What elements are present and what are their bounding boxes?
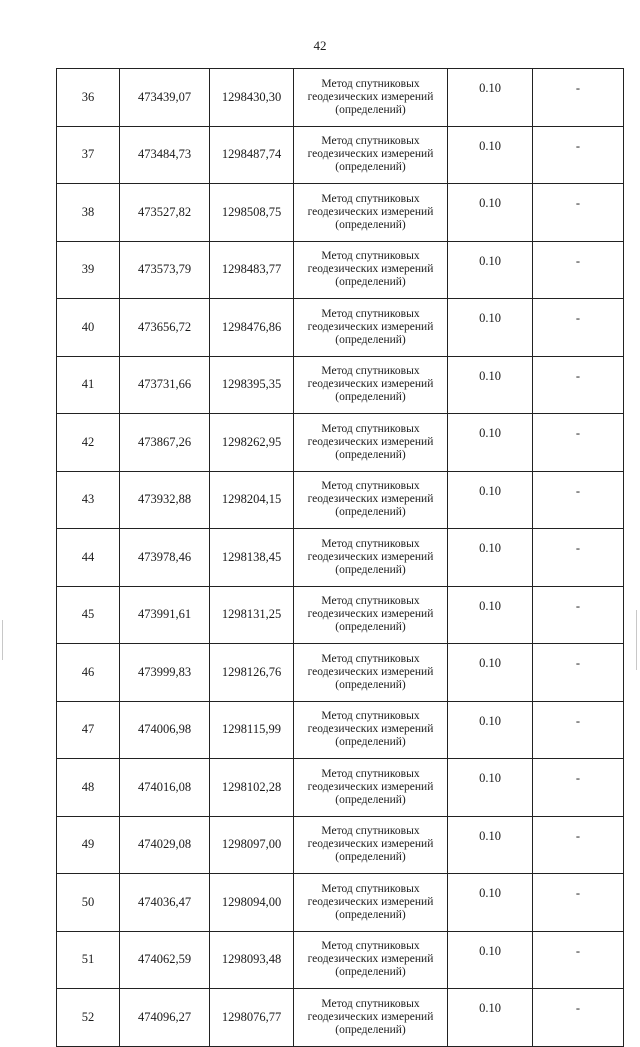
method-text-line: (определений) [335, 736, 406, 749]
table-row [57, 356, 624, 414]
note-cell: - [533, 586, 624, 644]
method-text-line: (определений) [335, 161, 406, 174]
point-number-cell: 37 [57, 126, 120, 184]
method-text-line: Метод спутниковых [321, 250, 420, 263]
method-text-line: геодезических измерений [307, 320, 434, 333]
method-cell [294, 816, 448, 874]
method-text-line: Метод спутниковых [321, 767, 420, 780]
scan-edge-mark [636, 610, 637, 670]
method-text-line: (определений) [335, 391, 406, 404]
note-cell: - [533, 356, 624, 414]
x-coordinate-cell: 474016,08 [120, 759, 210, 817]
note-cell: - [533, 759, 624, 817]
x-coordinate-cell: 473731,66 [120, 356, 210, 414]
method-text-line: геодезических измерений [307, 90, 434, 103]
method-cell [294, 184, 448, 242]
method-cell [294, 471, 448, 529]
method-text-line: (определений) [335, 506, 406, 519]
table-row [57, 299, 624, 357]
method-text-line: геодезических измерений [307, 550, 434, 563]
y-coordinate-cell: 1298138,45 [210, 529, 294, 587]
method-text-line: геодезических измерений [307, 665, 434, 678]
y-coordinate-cell: 1298430,30 [210, 69, 294, 127]
point-number-cell: 36 [57, 69, 120, 127]
x-coordinate-cell: 473439,07 [120, 69, 210, 127]
point-number-cell: 40 [57, 299, 120, 357]
method-text-line: геодезических измерений [307, 493, 434, 506]
coordinates-table-body [57, 69, 624, 1047]
method-cell [294, 69, 448, 127]
method-text-line: (определений) [335, 218, 406, 231]
method-cell [294, 586, 448, 644]
method-text-line: Метод спутниковых [321, 307, 420, 320]
method-text-line: (определений) [335, 276, 406, 289]
method-text-line: (определений) [335, 793, 406, 806]
method-cell [294, 874, 448, 932]
method-cell [294, 356, 448, 414]
accuracy-cell: 0.10 [448, 241, 533, 299]
method-text-line: Метод спутниковых [321, 652, 420, 665]
method-text-line: геодезических измерений [307, 1010, 434, 1023]
x-coordinate-cell: 473573,79 [120, 241, 210, 299]
method-text-line: геодезических измерений [307, 953, 434, 966]
method-text-line: (определений) [335, 448, 406, 461]
note-cell: - [533, 471, 624, 529]
x-coordinate-cell: 473991,61 [120, 586, 210, 644]
x-coordinate-cell: 473656,72 [120, 299, 210, 357]
accuracy-cell: 0.10 [448, 644, 533, 702]
y-coordinate-cell: 1298094,00 [210, 874, 294, 932]
x-coordinate-cell: 474062,59 [120, 931, 210, 989]
method-text-line: Метод спутниковых [321, 77, 420, 90]
method-cell [294, 241, 448, 299]
point-number-cell: 39 [57, 241, 120, 299]
page-number: 42 [313, 38, 327, 53]
x-coordinate-cell: 473867,26 [120, 414, 210, 472]
x-coordinate-cell: 473484,73 [120, 126, 210, 184]
table-row [57, 529, 624, 587]
accuracy-cell: 0.10 [448, 759, 533, 817]
accuracy-cell: 0.10 [448, 69, 533, 127]
note-cell: - [533, 644, 624, 702]
method-text-line: геодезических измерений [307, 148, 434, 161]
y-coordinate-cell: 1298126,76 [210, 644, 294, 702]
method-text-line: Метод спутниковых [321, 710, 420, 723]
table-row [57, 644, 624, 702]
method-text-line: геодезических измерений [307, 895, 434, 908]
method-cell [294, 529, 448, 587]
method-text-line: геодезических измерений [307, 378, 434, 391]
method-text-line: Метод спутниковых [321, 595, 420, 608]
point-number-cell: 49 [57, 816, 120, 874]
note-cell: - [533, 989, 624, 1047]
method-cell [294, 931, 448, 989]
y-coordinate-cell: 1298483,77 [210, 241, 294, 299]
accuracy-cell: 0.10 [448, 989, 533, 1047]
y-coordinate-cell: 1298204,15 [210, 471, 294, 529]
method-text-line: Метод спутниковых [321, 192, 420, 205]
note-cell: - [533, 816, 624, 874]
x-coordinate-cell: 473932,88 [120, 471, 210, 529]
method-text-line: геодезических измерений [307, 435, 434, 448]
x-coordinate-cell: 474096,27 [120, 989, 210, 1047]
table-row [57, 586, 624, 644]
method-text-line: геодезических измерений [307, 838, 434, 851]
method-text-line: (определений) [335, 851, 406, 864]
method-text-line: геодезических измерений [307, 608, 434, 621]
method-cell [294, 299, 448, 357]
accuracy-cell: 0.10 [448, 356, 533, 414]
method-cell [294, 644, 448, 702]
y-coordinate-cell: 1298395,35 [210, 356, 294, 414]
y-coordinate-cell: 1298076,77 [210, 989, 294, 1047]
method-text-line: геодезических измерений [307, 780, 434, 793]
note-cell: - [533, 414, 624, 472]
accuracy-cell: 0.10 [448, 414, 533, 472]
table-row [57, 126, 624, 184]
method-text-line: (определений) [335, 966, 406, 979]
method-text-line: геодезических измерений [307, 263, 434, 276]
table-row [57, 759, 624, 817]
method-text-line: геодезических измерений [307, 723, 434, 736]
note-cell: - [533, 69, 624, 127]
method-cell [294, 414, 448, 472]
y-coordinate-cell: 1298487,74 [210, 126, 294, 184]
table-row [57, 874, 624, 932]
table-row [57, 701, 624, 759]
note-cell: - [533, 701, 624, 759]
accuracy-cell: 0.10 [448, 586, 533, 644]
accuracy-cell: 0.10 [448, 701, 533, 759]
accuracy-cell: 0.10 [448, 184, 533, 242]
method-cell [294, 989, 448, 1047]
accuracy-cell: 0.10 [448, 126, 533, 184]
accuracy-cell: 0.10 [448, 529, 533, 587]
accuracy-cell: 0.10 [448, 931, 533, 989]
point-number-cell: 38 [57, 184, 120, 242]
accuracy-cell: 0.10 [448, 874, 533, 932]
method-cell [294, 759, 448, 817]
method-text-line: Метод спутниковых [321, 940, 420, 953]
table-row [57, 471, 624, 529]
point-number-cell: 50 [57, 874, 120, 932]
x-coordinate-cell: 473527,82 [120, 184, 210, 242]
note-cell: - [533, 184, 624, 242]
point-number-cell: 52 [57, 989, 120, 1047]
y-coordinate-cell: 1298131,25 [210, 586, 294, 644]
method-text-line: Метод спутниковых [321, 135, 420, 148]
method-text-line: (определений) [335, 333, 406, 346]
point-number-cell: 51 [57, 931, 120, 989]
x-coordinate-cell: 474036,47 [120, 874, 210, 932]
point-number-cell: 45 [57, 586, 120, 644]
point-number-cell: 42 [57, 414, 120, 472]
x-coordinate-cell: 473999,83 [120, 644, 210, 702]
method-text-line: (определений) [335, 621, 406, 634]
y-coordinate-cell: 1298115,99 [210, 701, 294, 759]
method-text-line: (определений) [335, 563, 406, 576]
y-coordinate-cell: 1298102,28 [210, 759, 294, 817]
accuracy-cell: 0.10 [448, 299, 533, 357]
coordinates-table [56, 68, 624, 1047]
y-coordinate-cell: 1298508,75 [210, 184, 294, 242]
table-row [57, 931, 624, 989]
table-row [57, 241, 624, 299]
point-number-cell: 46 [57, 644, 120, 702]
note-cell: - [533, 299, 624, 357]
table-row [57, 184, 624, 242]
y-coordinate-cell: 1298476,86 [210, 299, 294, 357]
table-row [57, 69, 624, 127]
x-coordinate-cell: 474029,08 [120, 816, 210, 874]
accuracy-cell: 0.10 [448, 471, 533, 529]
note-cell: - [533, 874, 624, 932]
method-text-line: геодезических измерений [307, 205, 434, 218]
x-coordinate-cell: 474006,98 [120, 701, 210, 759]
y-coordinate-cell: 1298262,95 [210, 414, 294, 472]
point-number-cell: 48 [57, 759, 120, 817]
note-cell: - [533, 931, 624, 989]
method-text-line: Метод спутниковых [321, 422, 420, 435]
point-number-cell: 47 [57, 701, 120, 759]
x-coordinate-cell: 473978,46 [120, 529, 210, 587]
table-row [57, 414, 624, 472]
scan-edge-mark [2, 620, 3, 660]
point-number-cell: 43 [57, 471, 120, 529]
method-text-line: Метод спутниковых [321, 825, 420, 838]
method-text-line: Метод спутниковых [321, 537, 420, 550]
method-text-line: (определений) [335, 1023, 406, 1036]
note-cell: - [533, 126, 624, 184]
accuracy-cell: 0.10 [448, 816, 533, 874]
method-cell [294, 126, 448, 184]
method-text-line: Метод спутниковых [321, 365, 420, 378]
point-number-cell: 44 [57, 529, 120, 587]
y-coordinate-cell: 1298093,48 [210, 931, 294, 989]
method-text-line: Метод спутниковых [321, 480, 420, 493]
note-cell: - [533, 241, 624, 299]
y-coordinate-cell: 1298097,00 [210, 816, 294, 874]
method-cell [294, 701, 448, 759]
method-text-line: Метод спутниковых [321, 997, 420, 1010]
method-text-line: (определений) [335, 908, 406, 921]
method-text-line: (определений) [335, 103, 406, 116]
method-text-line: Метод спутниковых [321, 882, 420, 895]
method-text-line: (определений) [335, 678, 406, 691]
point-number-cell: 41 [57, 356, 120, 414]
table-row [57, 989, 624, 1047]
table-row [57, 816, 624, 874]
note-cell: - [533, 529, 624, 587]
